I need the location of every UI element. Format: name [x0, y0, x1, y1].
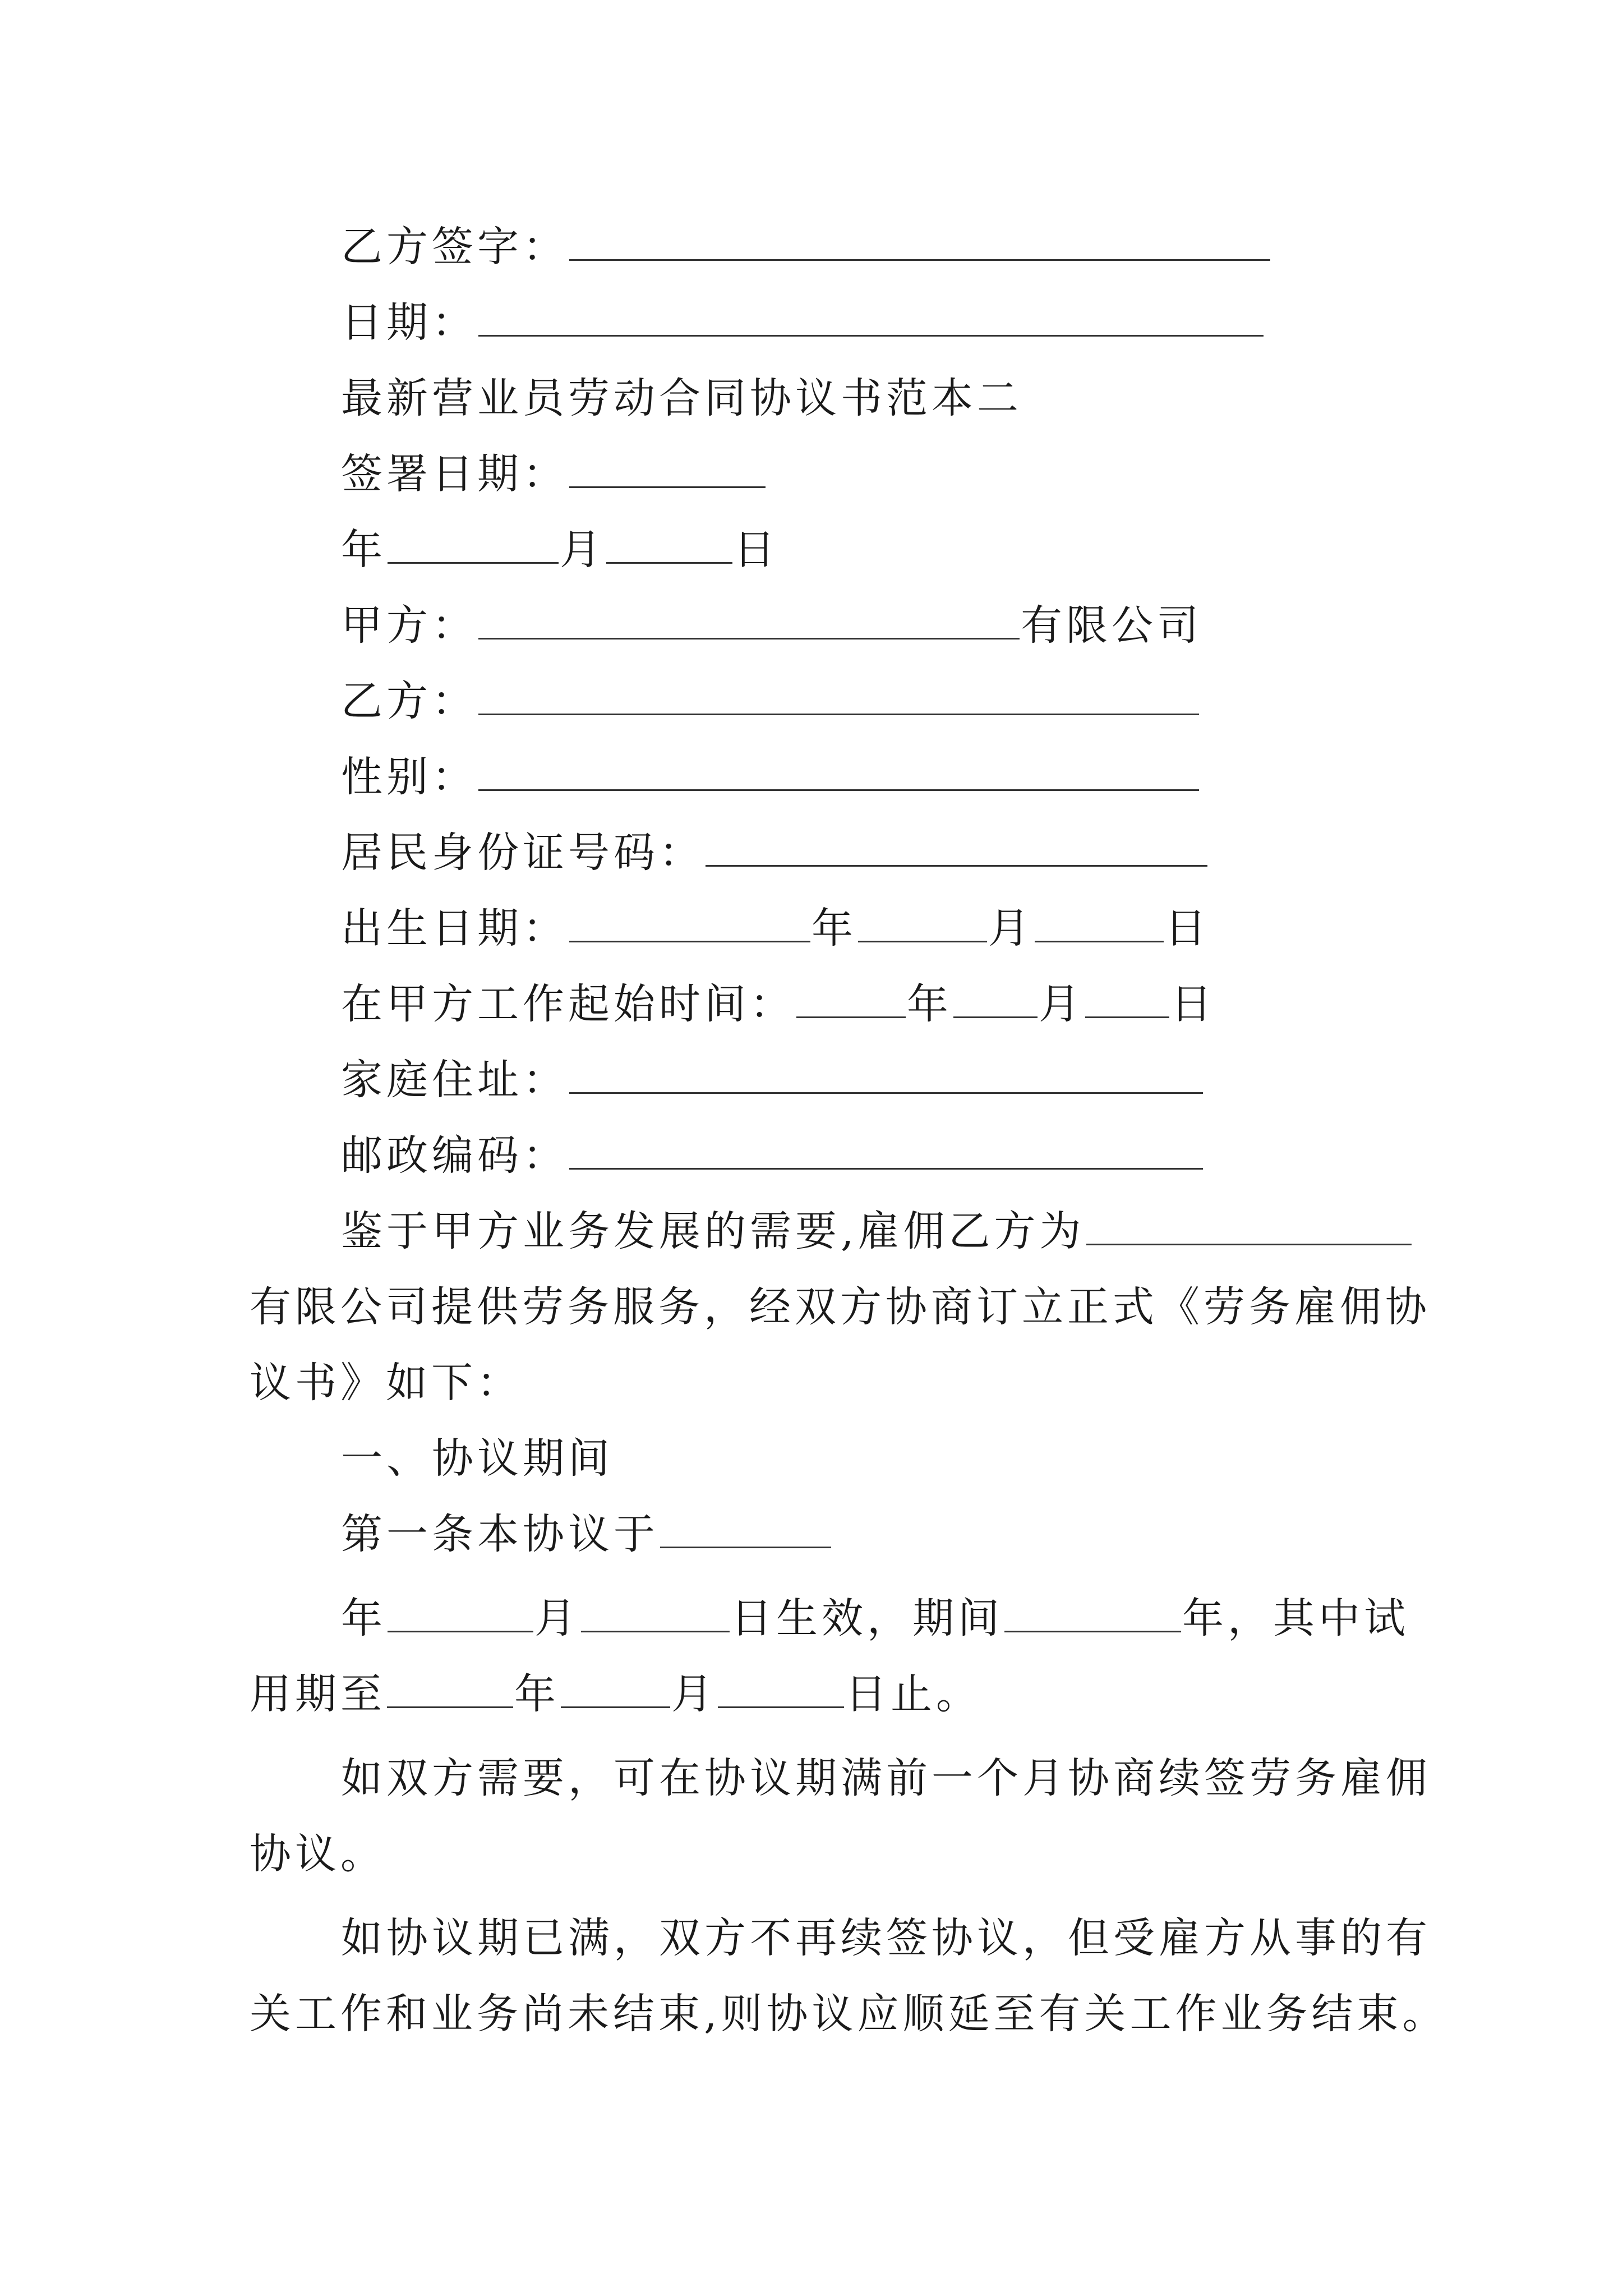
renewal-line-1	[341, 1750, 1431, 1806]
start-year-label: 年	[907, 980, 952, 1028]
year-blank	[388, 527, 559, 564]
birth-month-label: 月	[988, 904, 1034, 953]
start-day-label: 日	[1170, 980, 1216, 1028]
start-date-label: 在甲方工作起始时间：	[341, 980, 795, 1028]
extension-line-2	[250, 1986, 1448, 2042]
month-blank	[606, 527, 732, 564]
start-year-blank	[796, 982, 906, 1018]
trial-month-blank	[561, 1672, 670, 1708]
agreement-period-heading	[341, 1430, 614, 1487]
gender-line	[341, 749, 1200, 805]
trial-until-label: 用期至	[250, 1670, 386, 1718]
party-b-signature-label: 乙方签字：	[341, 223, 568, 271]
effective-month-label: 月	[534, 1594, 580, 1642]
effective-period-line	[341, 1590, 1409, 1646]
id-number-blank	[706, 830, 1207, 867]
signature-blank	[569, 224, 1270, 261]
party-a-label: 甲方：	[341, 601, 477, 650]
party-a-blank	[478, 603, 1020, 639]
effective-year-label: 年	[341, 1594, 386, 1642]
extension-text-1: 如协议期已满，双方不再续签协议，但受雇方从事的有	[341, 1914, 1431, 1962]
home-address-line	[341, 1052, 1204, 1108]
postal-code-label: 邮政编码：	[341, 1131, 568, 1180]
effective-day-label: 日生效，期间	[731, 1594, 1003, 1642]
preamble-line-1	[341, 1203, 1413, 1259]
effective-month-blank	[581, 1596, 730, 1632]
extension-text-2: 关工作和业务尚未结束,则协议应顺延至有关工作业务结束。	[250, 1990, 1448, 2038]
party-b-label: 乙方：	[341, 677, 477, 725]
start-month-blank	[953, 982, 1038, 1018]
start-day-blank	[1085, 982, 1169, 1018]
article-one-text: 第一条本协议于	[341, 1510, 659, 1558]
company-suffix: 有限公司	[1021, 601, 1202, 650]
month-label: 月	[560, 526, 605, 574]
trial-year-label: 年	[514, 1670, 560, 1718]
effective-year-blank	[388, 1596, 533, 1632]
section-title	[341, 370, 1022, 426]
preamble-line-3	[250, 1355, 522, 1411]
start-date-line	[341, 976, 1216, 1032]
home-address-blank	[569, 1057, 1203, 1094]
preamble-text-2: 有限公司提供劳务服务，经双方协商订立正式《劳务雇佣协	[250, 1283, 1431, 1331]
gender-label: 性别：	[341, 753, 477, 801]
start-month-label: 月	[1039, 980, 1084, 1028]
birth-date-label: 出生日期：	[341, 904, 568, 953]
extension-line-1	[341, 1910, 1431, 1966]
date-blank	[478, 300, 1264, 337]
birth-date-line	[341, 900, 1210, 956]
postal-code-blank	[569, 1133, 1203, 1170]
postal-code-line	[341, 1128, 1204, 1184]
period-years-blank	[1004, 1596, 1181, 1632]
day-label: 日	[734, 526, 779, 574]
agreement-period-heading-text: 一、协议期间	[341, 1434, 614, 1483]
renewal-line-2	[250, 1826, 386, 1882]
home-address-label: 家庭住址：	[341, 1056, 568, 1104]
id-number-line	[341, 825, 1209, 881]
birth-day-label: 日	[1165, 904, 1210, 953]
trial-end-label: 日止。	[845, 1670, 981, 1718]
birth-month-blank	[858, 906, 987, 942]
gender-blank	[478, 754, 1199, 791]
party-a-line	[341, 597, 1202, 654]
preamble-text-3: 议书》如下：	[250, 1359, 522, 1407]
trial-day-blank	[718, 1672, 844, 1708]
party-b-signature-line	[341, 219, 1271, 275]
trial-month-label: 月	[671, 1670, 717, 1718]
preamble-line-2	[250, 1279, 1431, 1335]
year-label: 年	[341, 526, 386, 574]
signing-date-blank	[569, 452, 766, 488]
date-label: 日期：	[341, 298, 477, 347]
birth-year-label: 年	[811, 904, 857, 953]
preamble-text-1: 鉴于甲方业务发展的需要,雇佣乙方为	[341, 1207, 1085, 1255]
party-b-line	[341, 673, 1200, 729]
signing-ymd-line	[341, 522, 779, 578]
effective-date-blank	[660, 1512, 831, 1548]
signing-date-label: 签署日期：	[341, 450, 568, 498]
renewal-text-2: 协议。	[250, 1830, 386, 1878]
employer-blank	[1086, 1209, 1412, 1245]
trial-period-line	[250, 1666, 981, 1722]
trial-text: 年，其中试	[1182, 1594, 1409, 1642]
birth-day-blank	[1035, 906, 1164, 942]
id-number-label: 居民身份证号码：	[341, 829, 704, 877]
renewal-text-1: 如双方需要，可在协议期满前一个月协商续签劳务雇佣	[341, 1754, 1431, 1802]
date-line	[341, 295, 1265, 351]
article-one-line	[341, 1506, 832, 1562]
signing-date-line	[341, 446, 767, 502]
birth-year-blank	[569, 906, 810, 942]
trial-year-blank	[387, 1672, 513, 1708]
section-title-text: 最新营业员劳动合同协议书范本二	[341, 374, 1022, 422]
party-b-blank	[478, 679, 1199, 715]
